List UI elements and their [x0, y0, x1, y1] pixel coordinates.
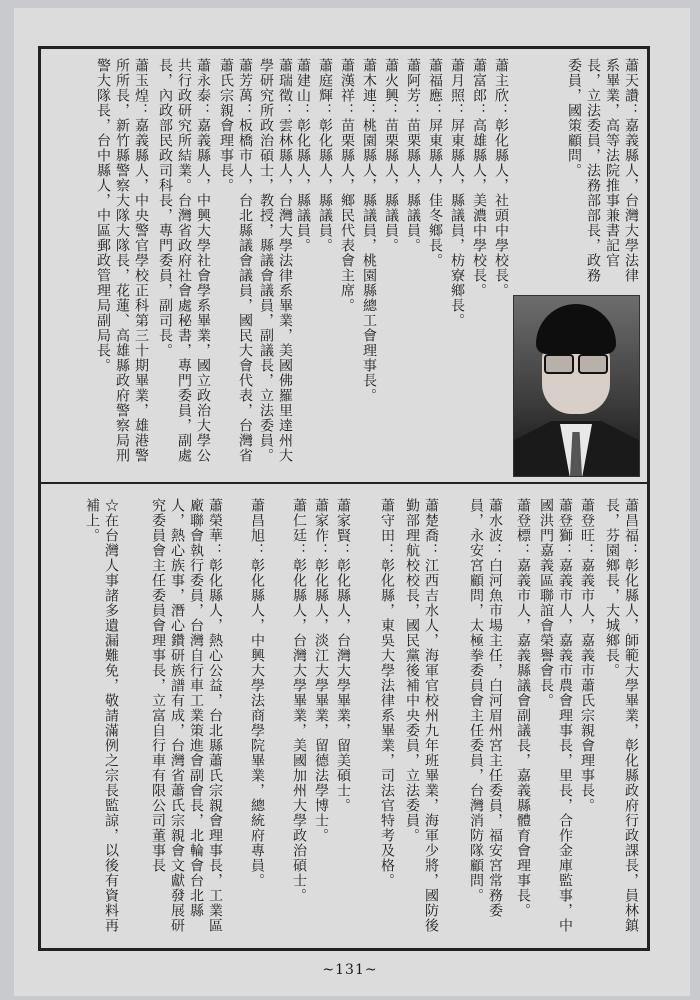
- upper-entry: 蕭火興：苗栗縣人，縣議員。: [383, 58, 399, 253]
- lower-entry: 蕭仁廷：彰化縣人，台灣大學畢業，美國加州大學政治碩士。: [291, 498, 307, 903]
- photo-hair: [536, 304, 616, 354]
- photo-glasses-icon: [544, 354, 608, 372]
- portrait-photo: [513, 295, 640, 477]
- lower-entry: 蕭登標：嘉義市人，嘉義縣議會副議長，嘉義縣體育會理事長。: [515, 498, 531, 918]
- lower-entry: 蕭楚喬：江西吉水人，海軍官校州九年班畢業，海軍少將，國防後勤部理航校校長，國民黨後補中央委員，立法委員。: [404, 498, 439, 933]
- lower-entry: 蕭昌旭：彰化縣人，中興大學法商學院畢業，總統府專員。: [249, 498, 265, 888]
- upper-entry: 蕭玉煌：嘉義縣人，中央警官學校正科第三十期畢業，雄港警所所長，新竹縣警察大隊大隊長，花蓮、高雄縣政府警察局刑警大隊長，台中縣人，中區郵政管理局副局長。: [95, 58, 149, 463]
- upper-entry: 蕭建山：彰化縣人，縣議員。: [295, 58, 311, 253]
- lower-entry: 蕭登獅：嘉義市人，嘉義市農會理事長，里長，合作金庫監事，中國洪門嘉義區聯誼會榮譽會長。: [538, 498, 573, 933]
- lower-entry: 蕭家賢：彰化縣人，台灣大學畢業，留美碩士。: [335, 498, 351, 813]
- upper-entry: 蕭主欣：彰化縣人，社頭中學校長。: [493, 58, 509, 298]
- lower-entry: 蕭昌福：彰化縣人，師範大學畢業，彰化縣政府行政課長，員林鎮長，芬園鄉長，大城鄉長。: [604, 498, 639, 933]
- upper-entry-lead: 蕭天讚：嘉義縣人，台灣大學法律系畢業，高等法院推事兼書記官長，立法委員，法務部部長，政務委員，國策顧問。: [566, 58, 639, 283]
- upper-entry: 蕭阿芳：苗栗縣人，縣議員。: [405, 58, 421, 253]
- upper-entry: 蕭福應：屏東縣人，佳冬鄉長。: [427, 58, 443, 268]
- lower-entry: 蕭守田：彰化縣，東吳大學法律系畢業，司法官特考及格。: [379, 498, 395, 888]
- upper-entry: 蕭月照：屏東縣人，縣議員，枋寮鄉長。: [449, 58, 465, 328]
- lower-entry: 蕭水波：白河魚市場主任，白河眉州宮主任委員，福安宮常務委員，永安宮顧問，太極拳委員會主任委員，台灣消防隊顧問。: [468, 498, 503, 918]
- lower-entry-note: ☆在台灣人事諸多遺漏難免，敬請滿例之宗長監諒，以後有資料再補上。: [84, 498, 119, 933]
- upper-entry: 蕭漢祥：苗栗縣人，鄉民代表會主席。: [339, 58, 355, 313]
- page-number: ~131~: [322, 962, 378, 978]
- upper-entry: 蕭永泰：嘉義縣人，中興大學社會學系畢業，國立政治大學公共行政研究所結業。台灣省政府社會處秘書，專門委員，副處長，內政部民政司科長，專門委員，副司長。: [157, 58, 211, 463]
- upper-entry: 蕭芳萬：板橋市人，台北縣議會議員，國民大會代表，台灣省蕭氏宗親會理事長。: [218, 58, 253, 463]
- lower-entry: 蕭登旺：嘉義市人，嘉義市蕭氏宗親會理事長。: [579, 498, 595, 813]
- lower-entry: 蕭榮華：彰化縣人，熱心公益，台北縣蕭氏宗親會理事長，工業區廠聯會執行委員，台灣自行車工業策進會副會長，北輪會台北縣人，熱心族事，潛心鑽研族譜有成，台灣省蕭氏宗親會文獻發展研究委員會主任委員會理事長，立富自行車有限公司董事長: [150, 498, 223, 933]
- upper-entry: 蕭木連：桃園縣人，縣議員，桃園縣總工會理事長。: [361, 58, 377, 403]
- lower-entry: 蕭家作：彰化縣人，淡江大學畢業，留德法學博士。: [313, 498, 329, 843]
- upper-entry: 蕭瑞徵：雲林縣人，台灣大學法律系畢業，美國佛羅里達州大學研究所政治碩士，教授，縣議會議員，副議長，立法委員。: [258, 58, 293, 463]
- upper-entry: 蕭富郎：高雄縣人，美濃中學校長。: [471, 58, 487, 298]
- upper-entry: 蕭庭輝：彰化縣人，縣議員。: [317, 58, 333, 253]
- section-divider: [38, 482, 650, 484]
